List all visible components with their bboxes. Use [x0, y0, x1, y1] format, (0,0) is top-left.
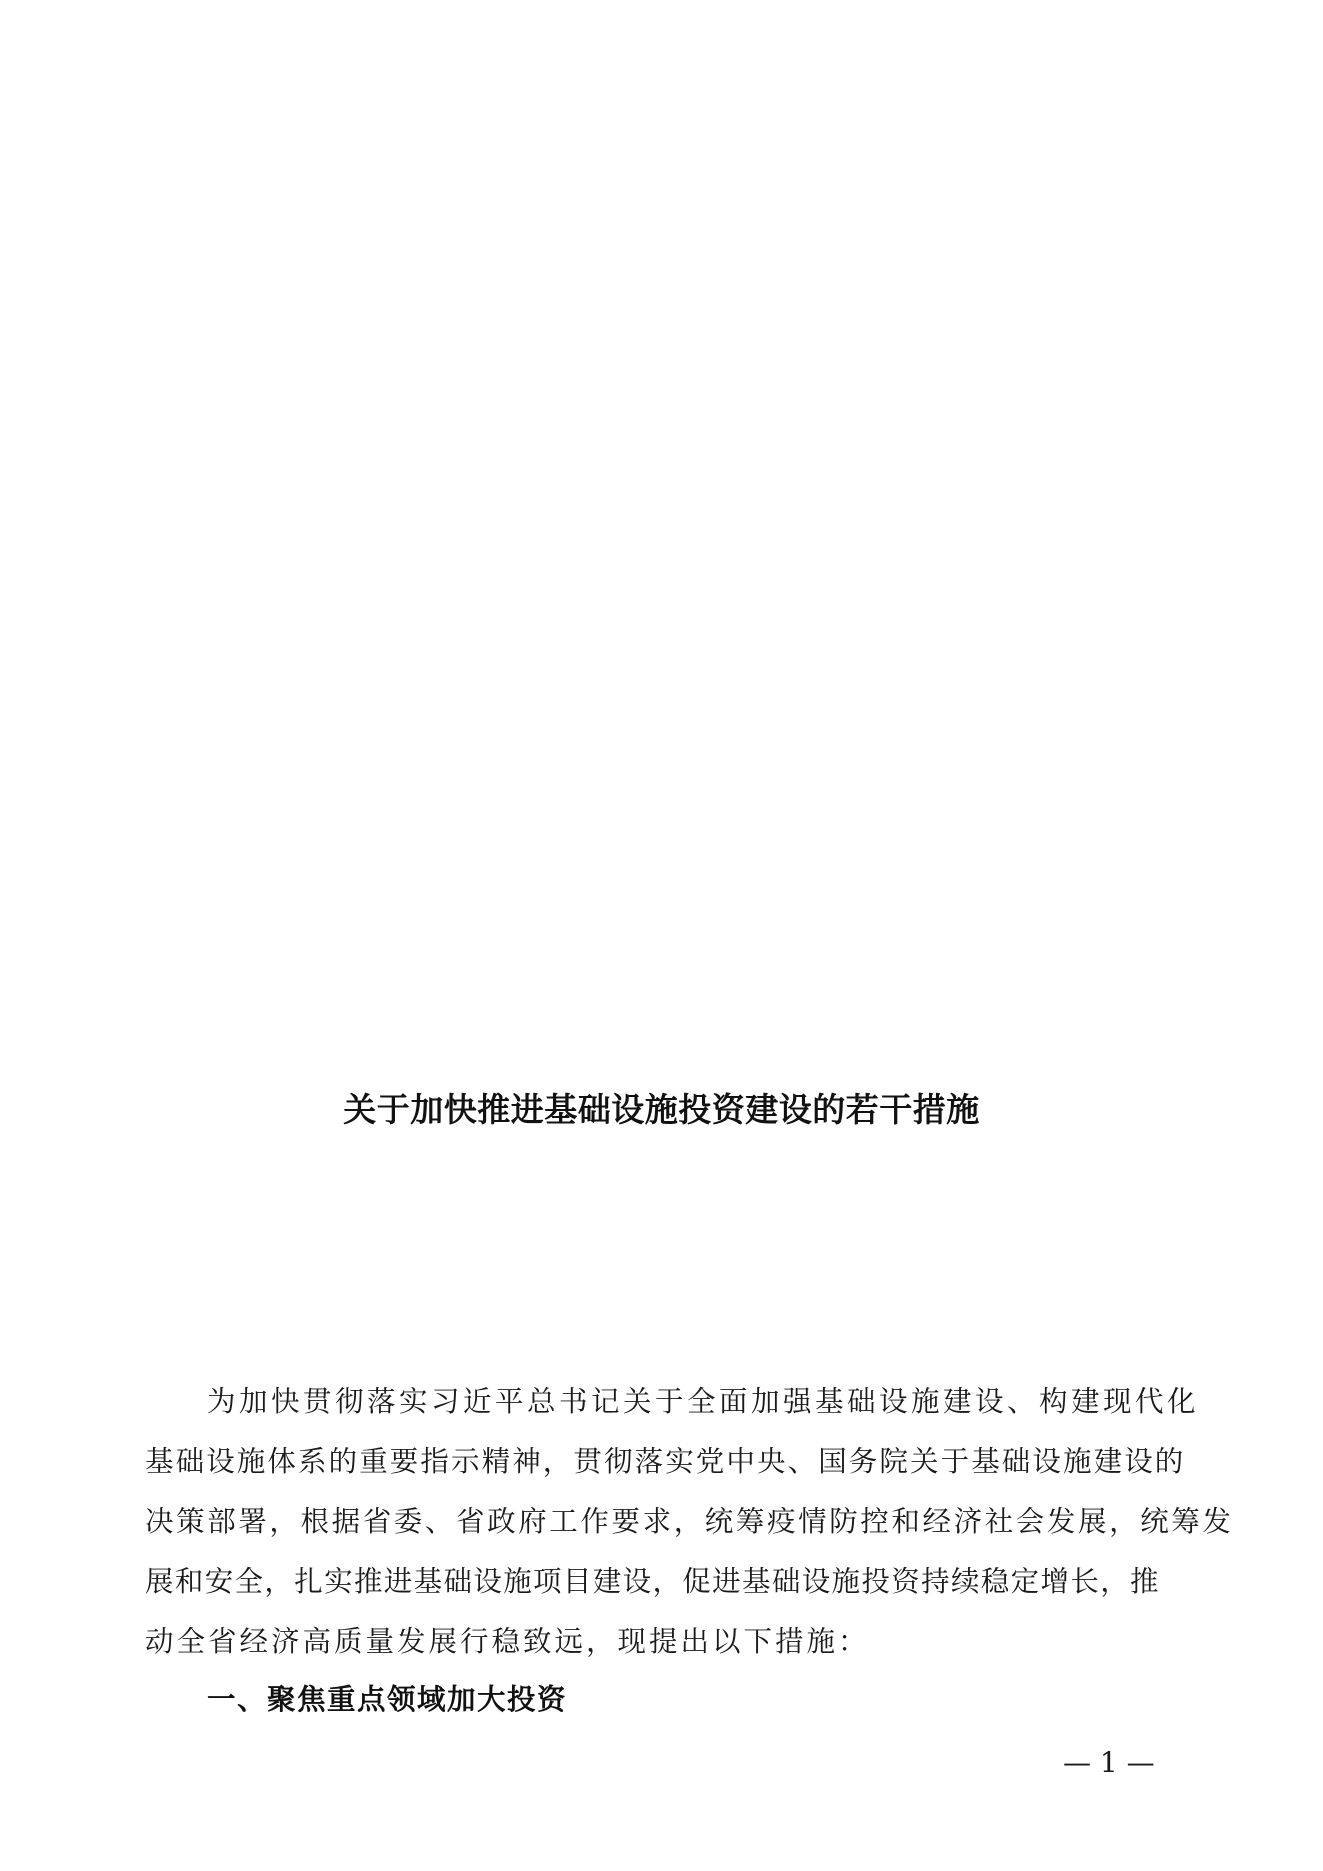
page-number: — 1 —	[1063, 1746, 1155, 1779]
intro-line-4: 展和安全，扎实推进基础设施项目建设，促进基础设施投资持续稳定增长，推	[145, 1565, 1160, 1598]
intro-line-3: 决策部署，根据省委、省政府工作要求，统筹疫情防控和经济社会发展，统筹发	[145, 1505, 1234, 1538]
intro-line-5: 动全省经济高质量发展行稳致远，现提出以下措施：	[145, 1625, 870, 1658]
intro-line-1: 为加快贯彻落实习近平总书记关于全面加强基础设施建设、构建现代化	[207, 1385, 1200, 1418]
document-title: 关于加快推进基础设施投资建设的若干措施	[343, 1090, 980, 1129]
intro-line-2: 基础设施体系的重要指示精神，贯彻落实党中央、国务院关于基础设施建设的	[145, 1445, 1186, 1478]
section-heading-1: 一、聚焦重点领域加大投资	[207, 1683, 568, 1716]
